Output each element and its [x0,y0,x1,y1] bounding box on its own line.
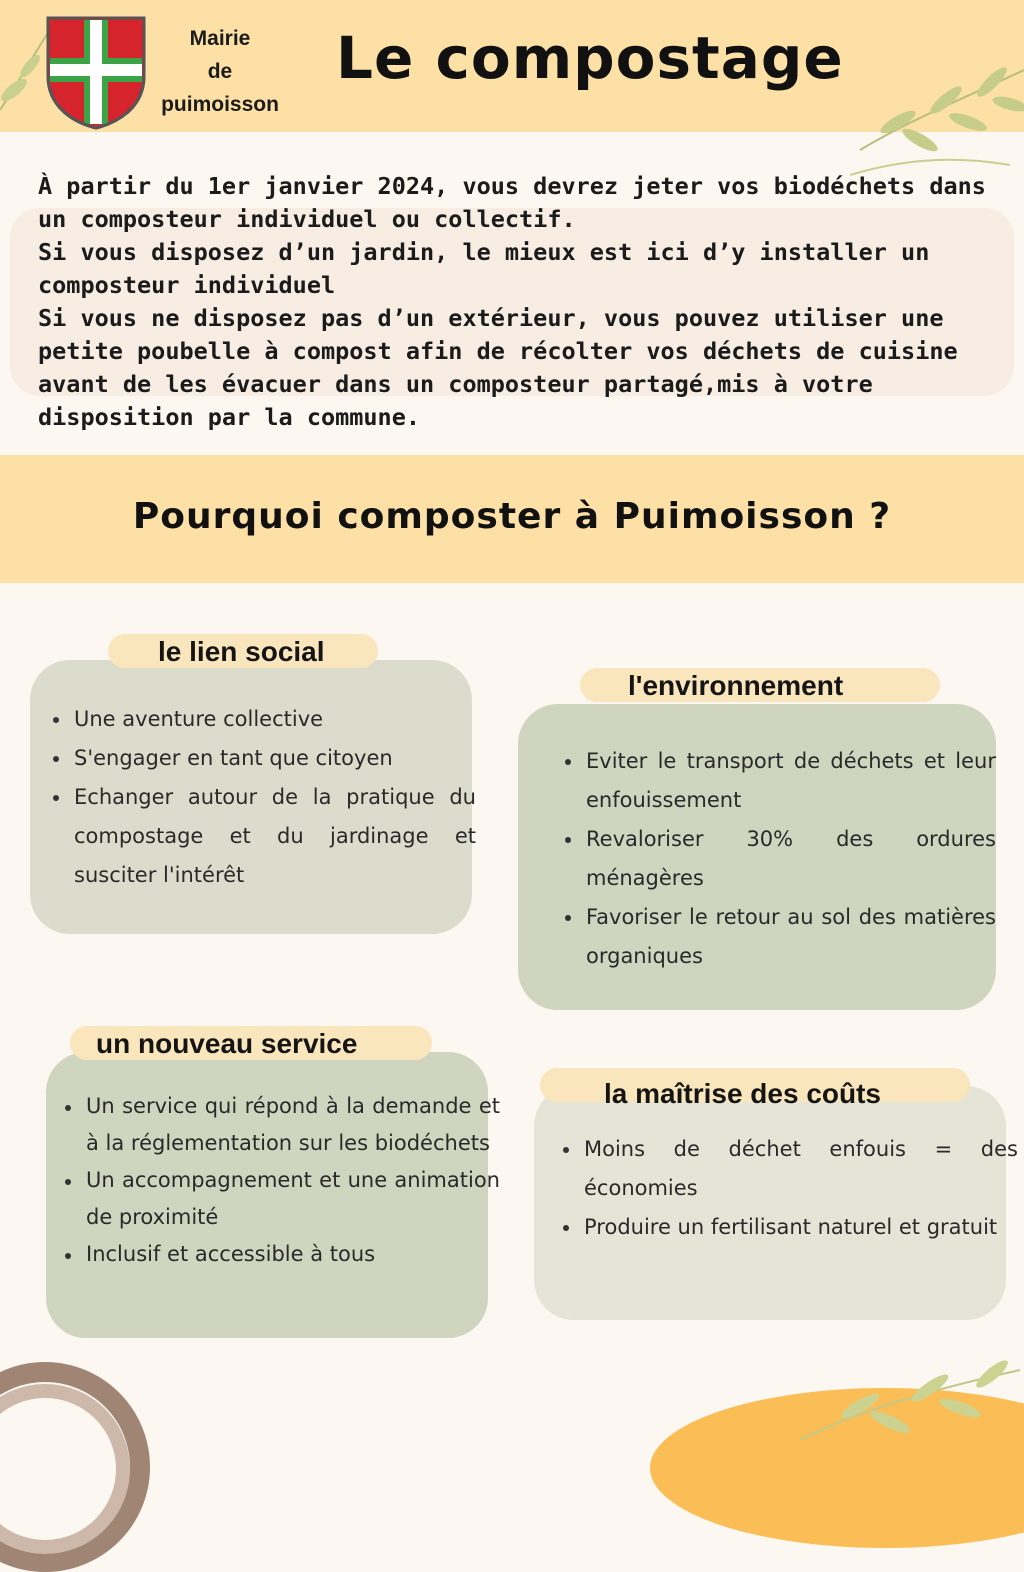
list-item: Revaloriser 30% des ordures ménagères [586,820,996,898]
card-maitrise-couts [534,1086,1018,1320]
card-list [562,742,996,976]
leaves-bottom-right-decoration [780,1350,1024,1448]
list-item: Produire un fertilisant naturel et gratuit [584,1208,1018,1247]
card-list [560,1130,1018,1247]
mairie-label [150,22,290,121]
card-title-environnement: l'environnement [628,670,844,701]
list-item: Eviter le transport de déchets et leur enfouissement [586,742,996,820]
list-item: Echanger autour de la pratique du compostage et du jardinage et susciter l'intérêt [74,778,476,895]
list-item: Un service qui répond à la demande et à la réglementation sur les biodéchets [86,1088,500,1162]
card-environnement [518,704,996,1010]
intro-paragraph-2: Si vous disposez d’un jardin, le mieux est ici d’y installer un composteur individuel [38,238,930,299]
list-item: Favoriser le retour au sol des matières organiques [586,898,996,976]
mairie-line-2: de [207,60,233,83]
page-title: Le compostage [336,24,844,92]
mairie-line-3: puimoisson [161,93,279,116]
list-item: S'engager en tant que citoyen [74,739,476,778]
list-item: Moins de déchet enfouis = des économies [584,1130,1018,1208]
mairie-line-1: Mairie [189,27,251,50]
card-title-nouveau-service: un nouveau service [96,1028,358,1059]
puimoisson-crest-logo [44,14,148,130]
card-list [62,1088,500,1273]
list-item: Une aventure collective [74,700,476,739]
list-item: Un accompagnement et une animation de proximité [86,1162,500,1236]
card-title-lien-social: le lien social [158,636,325,667]
intro-paragraph-1: À partir du 1er janvier 2024, vous devrez jeter vos biodéchets dans un composteur individuel ou collectif. [38,172,986,233]
card-title-maitrise-couts: la maîtrise des coûts [604,1078,882,1109]
card-lien-social [30,660,476,934]
intro-text [38,170,1013,434]
card-nouveau-service [46,1052,500,1338]
intro-paragraph-3: Si vous ne disposez pas d’un extérieur, vous pouvez utiliser une petite poubelle à compost afin de récolter vos déchets de cuisine avant de les évacuer dans un composteur partagé,mis à votre disposition par la commune. [38,304,958,431]
list-item: Inclusif et accessible à tous [86,1236,500,1273]
leaves-top-right-decoration [850,40,1024,180]
card-list [50,700,476,895]
section-subtitle: Pourquoi composter à Puimoisson ? [132,496,892,537]
